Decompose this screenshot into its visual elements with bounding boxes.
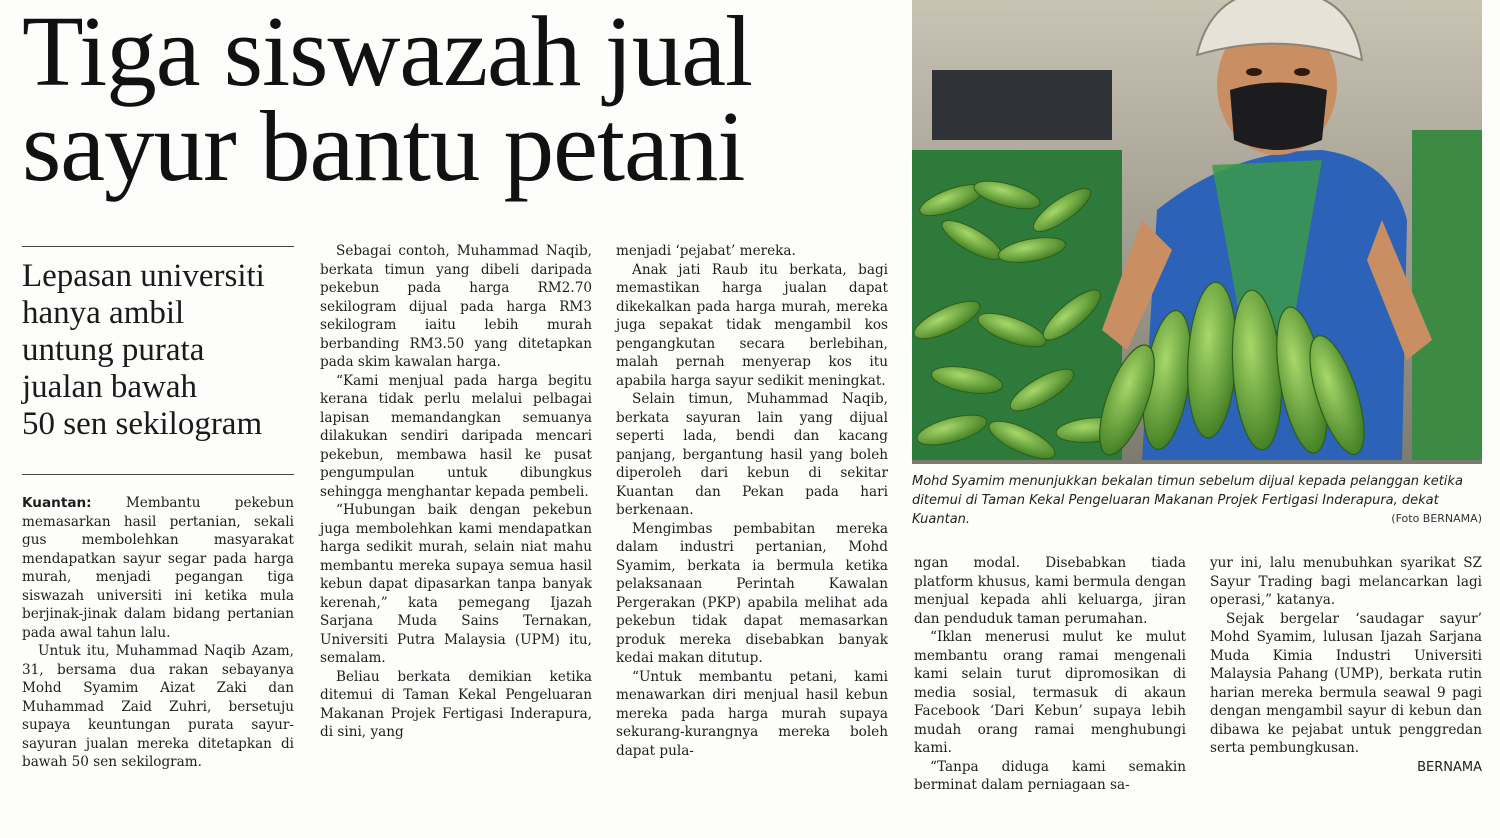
deck-line: hanya ambil bbox=[22, 295, 185, 331]
paragraph: Sejak bergelar ‘saudagar sayur’ Mohd Syamim, lulusan Ijazah Sarjana Muda Kimia Industri Universiti Malaysia Pahang (UMP), berkata rutin harian mereka bermula seawal 9 pagi dengan mengambil sayur di kebun dan dibawa ke pejabat untuk penggredan serta pembungkusan. bbox=[1210, 610, 1482, 756]
paragraph: menjadi ‘pejabat’ mereka. bbox=[616, 243, 796, 259]
paragraph: Selain timun, Muhammad Naqib, berkata sayuran lain yang dijual seperti lada, bendi dan kacang panjang, bergantung hasil yang boleh diperoleh dari kebun di sekitar Kuantan dan Pekan pada hari berkenaan. bbox=[616, 391, 888, 518]
photo-caption: Mohd Syamim menunjukkan bekalan timun sebelum dijual kepada pelanggan ketika ditemui di Taman Kekal Pengeluaran Makanan Projek Fertigasi Inderapura, dekat Kuantan. bbox=[912, 474, 1463, 527]
headline-line-1: Tiga siswazah jual bbox=[22, 0, 753, 107]
dateline: Kuantan: bbox=[22, 495, 92, 511]
paragraph: “Hubungan baik dengan pekebun juga membolehkan kami mendapatkan harga sedikit murah, selain niat mahu membantu mereka supaya semua hasil kebun dapat dipasarkan tanpa banyak kerenah,” kata pemegang Ijazah Sarjana Muda Sains Ternakan, Universiti Putra Malaysia (UPM) itu, semalam. bbox=[320, 502, 592, 666]
deck-bottom-rule bbox=[22, 474, 294, 475]
deck-line: Lepasan universiti bbox=[22, 258, 265, 294]
paragraph: Sebagai contoh, Muhammad Naqib, berkata timun yang dibeli daripada pekebun pada harga RM2.70 sekilogram dijual pada harga RM3 sekilogram iaitu lebih murah berbanding RM3.50 yang ditetapkan pada skim kawalan harga. bbox=[320, 243, 592, 370]
deck bbox=[22, 258, 307, 443]
article-column-5 bbox=[1210, 554, 1482, 777]
deck-line: untung purata bbox=[22, 332, 205, 368]
byline: BERNAMA bbox=[1417, 759, 1482, 775]
deck-line: jualan bawah bbox=[22, 369, 198, 405]
paragraph: “Iklan menerusi mulut ke mulut membantu orang ramai mengenali kami selain turut dipromosikan di media sosial, termasuk di akaun Facebook ‘Dari Kebun’ supaya lebih mudah orang ramai menghubungi kami. bbox=[914, 629, 1186, 756]
photo-credit: (Foto BERNAMA) bbox=[1391, 512, 1482, 525]
paragraph: Mengimbas pembabitan mereka dalam industri pertanian, Mohd Syamim, berkata ia bermula ketika pelaksanaan Perintah Kawalan Pergerakan (PKP) apabila melihat ada pekebun tidak dapat memasarkan produk mereka disebabkan banyak kedai makan ditutup. bbox=[616, 520, 888, 666]
deck-top-rule bbox=[22, 246, 294, 247]
paragraph: yur ini, lalu menubuhkan syarikat SZ Sayur Trading bagi melancarkan lagi operasi,” katanya. bbox=[1210, 555, 1482, 608]
paragraph: “Tanpa diduga kami semakin berminat dalam perniagaan sa- bbox=[914, 758, 1186, 793]
paragraph: Untuk itu, Muhammad Naqib Azam, 31, bersama dua rakan sebayanya Mohd Syamim Aizat Zaki dan Muhammad Zaid Zuhri, bersetuju supaya keuntungan purata sayur-sayuran jualan mereka ditetapkan di bawah 50 sen sekilogram. bbox=[22, 643, 294, 770]
article-column-3 bbox=[616, 242, 888, 760]
paragraph: “Kami menjual pada harga begitu kerana tidak perlu melalui pelbagai lapisan memandangkan semuanya dilakukan sendiri daripada mencari pekebun, membawa hasil ke pusat pengumpulan untuk dibungkus sehingga menghantar kepada pembeli. bbox=[320, 372, 592, 500]
paragraph: Anak jati Raub itu berkata, bagi memastikan harga jualan dapat dikekalkan pada harga murah, mereka juga sepakat tidak mengambil kos pengangkutan secara berlebihan, malah pernah menyerap kos itu apabila harga sayur sedikit meningkat. bbox=[616, 261, 888, 389]
headline bbox=[22, 0, 902, 202]
headline-line-2: sayur bantu petani bbox=[22, 90, 745, 202]
paragraph: ngan modal. Disebabkan tiada platform khusus, kami bermula dengan menjual kepada ahli keluarga, jiran dan penduduk taman perumahan. bbox=[914, 555, 1186, 627]
article-column-4 bbox=[914, 554, 1186, 795]
byline-row bbox=[1210, 758, 1482, 778]
news-photo bbox=[912, 0, 1482, 464]
paragraph: Beliau berkata demikian ketika ditemui di Taman Kekal Pengeluaran Makanan Projek Fertigasi Inderapura, di sini, yang bbox=[320, 668, 592, 740]
paragraph: “Untuk membantu petani, kami menawarkan diri menjual hasil kebun mereka pada harga murah supaya sekurang-kurangnya mereka boleh dapat pula- bbox=[616, 668, 888, 759]
paragraph: Kuantan: Membantu pekebun memasarkan hasil pertanian, sekali gus membolehkan masyarakat mendapatkan sayur segar pada harga murah, menjadi pegangan tiga siswazah universiti ini ketika mula berjinak-jinak dalam bidang pertanian pada awal tahun lalu. bbox=[22, 495, 294, 641]
article-column-1 bbox=[22, 494, 294, 772]
photo-illustration bbox=[912, 0, 1482, 464]
deck-line: 50 sen sekilogram bbox=[22, 406, 263, 442]
article-column-2 bbox=[320, 242, 592, 742]
